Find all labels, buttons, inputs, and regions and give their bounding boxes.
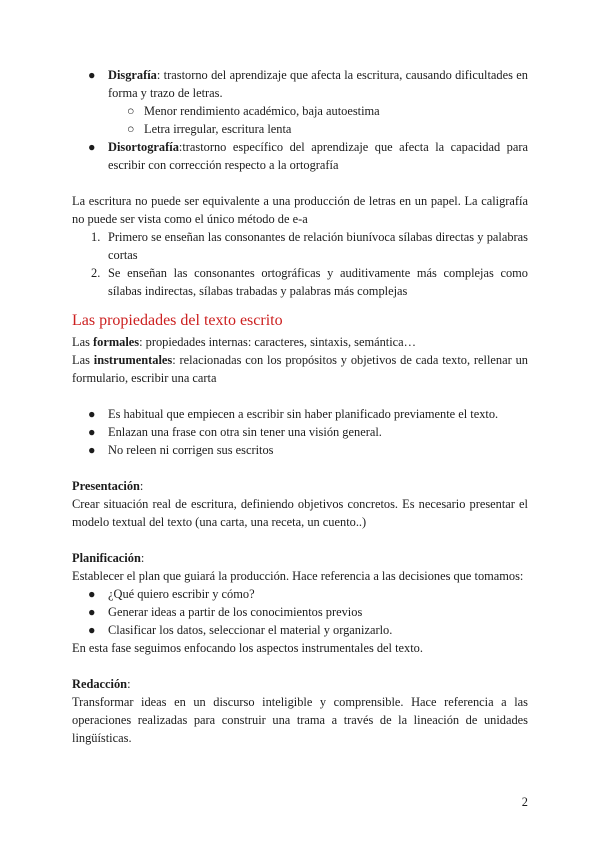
circle-bullet-icon: ○ <box>127 122 135 136</box>
presentacion-title: Presentación: <box>72 479 144 493</box>
disorders-list <box>72 66 528 174</box>
bullet-icon: ● <box>88 623 96 637</box>
escritura-paragraph: La escritura no puede ser equivalente a una producción de letras en un papel. La caligrafía no puede ser vista como el único método de e-a <box>72 194 528 226</box>
planificacion-text: Establecer el plan que guiará la producción. Hace referencia a las decisiones que tomamos: <box>72 569 524 583</box>
numbered-list <box>72 228 528 300</box>
term-disortografia: Disortografía <box>108 140 179 154</box>
list-item: ● Es habitual que empiecen a escribir sin haber planificado previamente el texto. <box>88 407 499 421</box>
numbered-item <box>72 264 528 300</box>
bullet-icon: ● <box>88 407 96 421</box>
presentacion-text: Crear situación real de escritura, definiendo objetivos concretos. Es necesario presentar el modelo textual del texto (una carta, una receta, un cuento..) <box>72 497 528 529</box>
circle-bullet-icon: ○ <box>127 104 135 118</box>
redaccion-title: Redacción: <box>72 677 131 691</box>
list-item <box>72 138 528 174</box>
sub-item-text: Menor rendimiento académico, baja autoestima <box>144 104 380 118</box>
item-number: 1. <box>91 230 101 244</box>
bullet-icon: ● <box>88 605 96 619</box>
formales-paragraph: Las formales: propiedades internas: caracteres, sintaxis, semántica… <box>72 335 417 349</box>
item-text: Se enseñan las consonantes ortográficas y auditivamente más complejas como sílabas indirectas, sílabas trabadas y palabras más complejas <box>108 266 528 298</box>
list-item: ● Clasificar los datos, seleccionar el material y organizarlo. <box>88 623 393 637</box>
bullet-icon: ● <box>88 425 96 439</box>
numbered-item <box>72 228 528 264</box>
term-disgrafia: Disgrafía <box>108 68 157 82</box>
sub-list-item <box>72 120 528 138</box>
list-item <box>72 66 528 102</box>
document-page <box>72 66 528 747</box>
planificacion-title: Planificación: <box>72 551 145 565</box>
definition-text: :trastorno específico del aprendizaje que afecta la capacidad para escribir con corrección respecto a la ortografía <box>108 140 528 172</box>
sub-item-text: Letra irregular, escritura lenta <box>144 122 292 136</box>
item-text: Primero se enseñan las consonantes de relación biunívoca sílabas directas y palabras cortas <box>108 230 528 262</box>
page-number: 2 <box>521 795 528 809</box>
bullet-icon: ● <box>88 443 96 457</box>
bullet-icon: ● <box>88 140 96 154</box>
list-item: ● Generar ideas a partir de los conocimientos previos <box>88 605 363 619</box>
habits-list <box>72 405 528 459</box>
list-item: ● ¿Qué quiero escribir y cómo? <box>88 587 255 601</box>
bullet-icon: ● <box>88 587 96 601</box>
section-heading: Las propiedades del texto escrito <box>72 312 283 329</box>
planificacion-list <box>72 585 528 639</box>
list-item: ● No releen ni corrigen sus escritos <box>88 443 274 457</box>
bullet-icon: ● <box>88 68 96 82</box>
list-item: ● Enlazan una frase con otra sin tener una visión general. <box>88 425 382 439</box>
sub-list-item <box>72 102 528 120</box>
planificacion-after: En esta fase seguimos enfocando los aspectos instrumentales del texto. <box>72 641 423 655</box>
item-number: 2. <box>91 266 101 280</box>
redaccion-text: Transformar ideas en un discurso inteligible y comprensible. Hace referencia a las operaciones realizadas para construir una trama a través de la lineación de unidades lingüísticas. <box>72 695 528 745</box>
definition-text: : trastorno del aprendizaje que afecta la escritura, causando dificultades en forma y trazo de letras. <box>108 68 528 100</box>
instrumentales-paragraph: Las instrumentales: relacionadas con los propósitos y objetivos de cada texto, rellenar un formulario, escribir una carta <box>72 353 528 385</box>
